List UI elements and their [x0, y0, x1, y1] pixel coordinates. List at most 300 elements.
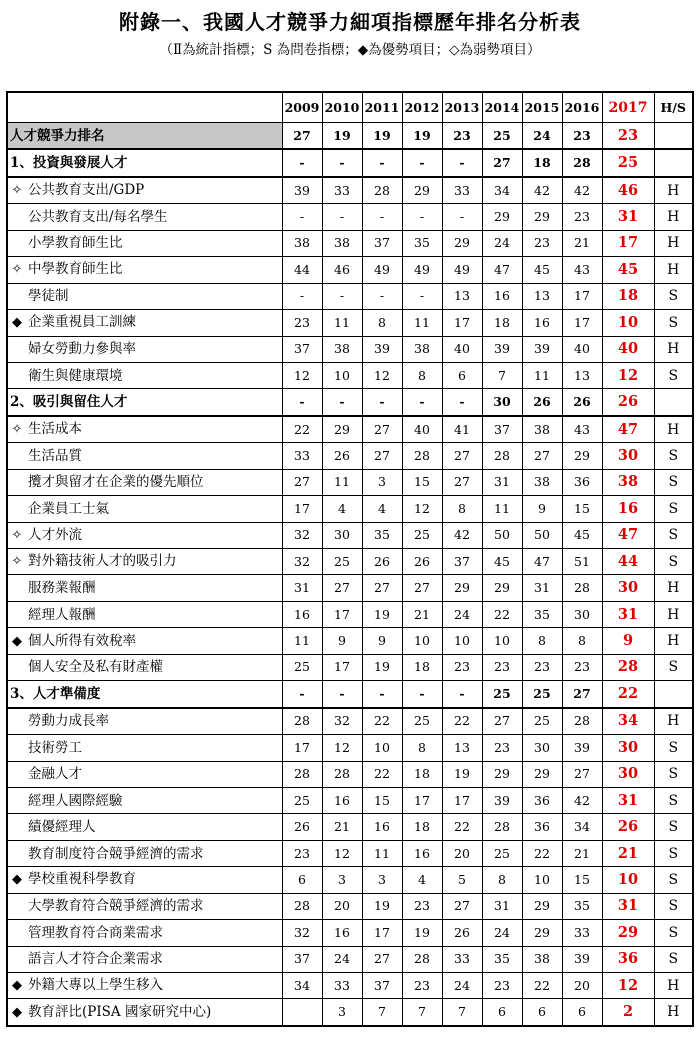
rank-cell: 39: [482, 787, 522, 813]
rank-cell: 28: [322, 761, 362, 787]
rank-cell: -: [362, 204, 402, 230]
header-cell: 2017: [602, 92, 654, 123]
rank-cell: 43: [562, 257, 602, 283]
rank-cell: 37: [282, 336, 322, 362]
rank-cell: 15: [562, 496, 602, 522]
rank-cell: 16: [362, 814, 402, 840]
rank-cell: 33: [442, 946, 482, 972]
table-row: [7, 735, 693, 761]
row-label-cell: [7, 973, 282, 999]
header-cell: 2014: [482, 92, 522, 123]
rank-cell: 7: [362, 999, 402, 1026]
rank-cell: 9: [322, 628, 362, 654]
row-label-cell: [7, 708, 282, 735]
table-row: [7, 310, 693, 336]
section-row: [7, 389, 693, 416]
rank-cell: 33: [442, 177, 482, 204]
table-row: [7, 761, 693, 787]
rank-cell: 12: [282, 362, 322, 388]
row-label-cell: [7, 149, 282, 176]
rank-cell: 33: [322, 177, 362, 204]
rank-cell: 37: [282, 946, 322, 972]
rank-cell: -: [322, 389, 362, 416]
rank-cell: 4: [362, 496, 402, 522]
rank-2017-cell: 47: [602, 416, 654, 443]
rank-cell: 25: [482, 123, 522, 150]
table-row: [7, 814, 693, 840]
row-label: 服務業報酬: [28, 580, 96, 597]
indicator-type-cell: S: [654, 735, 693, 761]
row-label: 學校重視科學教育: [28, 871, 136, 888]
rank-2017-cell: 18: [602, 283, 654, 309]
rank-cell: 37: [362, 973, 402, 999]
rank-cell: 16: [322, 787, 362, 813]
rank-2017-cell: 21: [602, 840, 654, 866]
rank-cell: 39: [362, 336, 402, 362]
rank-2017-cell: 30: [602, 735, 654, 761]
rank-cell: 4: [322, 496, 362, 522]
rank-cell: 27: [482, 149, 522, 176]
rank-cell: 18: [522, 149, 562, 176]
rank-cell: 25: [402, 708, 442, 735]
rank-2017-cell: 22: [602, 681, 654, 708]
indicator-type-cell: H: [654, 204, 693, 230]
strength-diamond-icon: ◆: [12, 315, 22, 331]
rank-cell: 15: [402, 469, 442, 495]
row-label-cell: [7, 601, 282, 627]
indicator-type-cell: H: [654, 601, 693, 627]
rank-cell: 50: [522, 522, 562, 548]
rank-cell: 33: [562, 920, 602, 946]
rank-cell: 27: [282, 469, 322, 495]
weakness-diamond-icon: ✧: [11, 183, 23, 199]
indicator-type-cell: H: [654, 708, 693, 735]
rank-cell: 23: [282, 310, 322, 336]
row-label-cell: [7, 257, 282, 283]
rank-cell: 18: [402, 654, 442, 680]
rank-cell: 31: [482, 469, 522, 495]
rank-cell: -: [282, 204, 322, 230]
rank-cell: 6: [442, 362, 482, 388]
rank-cell: 24: [442, 973, 482, 999]
row-label: 金融人才: [28, 766, 82, 783]
row-label-cell: [7, 893, 282, 919]
row-label: 技術勞工: [28, 739, 82, 756]
indicator-type-cell: [654, 149, 693, 176]
row-label: 人才外流: [28, 526, 82, 543]
row-label-cell: [7, 336, 282, 362]
row-label-cell: [7, 761, 282, 787]
row-label-cell: [7, 549, 282, 575]
rank-cell: 25: [522, 681, 562, 708]
rank-cell: 40: [402, 416, 442, 443]
row-label: 3、人才準備度: [10, 685, 101, 702]
rank-cell: 24: [442, 601, 482, 627]
rank-2017-cell: 10: [602, 867, 654, 893]
rank-cell: -: [442, 149, 482, 176]
row-label: 對外籍技術人才的吸引力: [28, 553, 177, 570]
rank-cell: 38: [522, 416, 562, 443]
rank-cell: 37: [442, 549, 482, 575]
header-cell: 2010: [322, 92, 362, 123]
rank-cell: 34: [282, 973, 322, 999]
row-label: 2、吸引與留住人才: [10, 394, 128, 411]
rank-cell: 35: [562, 893, 602, 919]
rank-cell: 22: [442, 814, 482, 840]
row-label: 個人安全及私有財產權: [28, 659, 163, 676]
rank-cell: 32: [322, 708, 362, 735]
row-label: 經理人國際經驗: [28, 792, 123, 809]
rank-cell: 28: [282, 761, 322, 787]
rank-cell: 11: [282, 628, 322, 654]
rank-cell: 37: [482, 416, 522, 443]
row-label-cell: [7, 522, 282, 548]
indicator-type-cell: H: [654, 416, 693, 443]
rank-cell: 19: [322, 123, 362, 150]
table-row: [7, 840, 693, 866]
rank-2017-cell: 30: [602, 575, 654, 601]
rank-cell: 33: [282, 443, 322, 469]
rank-cell: 12: [322, 840, 362, 866]
row-label-cell: [7, 469, 282, 495]
indicator-type-cell: H: [654, 336, 693, 362]
rank-cell: 11: [482, 496, 522, 522]
indicator-type-cell: H: [654, 230, 693, 256]
row-label-cell: [7, 654, 282, 680]
rank-cell: 21: [562, 840, 602, 866]
table-row: [7, 549, 693, 575]
rank-cell: -: [442, 681, 482, 708]
rank-cell: 10: [442, 628, 482, 654]
rank-cell: 28: [562, 708, 602, 735]
rank-cell: [282, 999, 322, 1026]
weakness-diamond-icon: ✧: [11, 527, 23, 543]
rank-cell: 18: [402, 814, 442, 840]
rank-cell: 8: [522, 628, 562, 654]
rank-cell: 50: [482, 522, 522, 548]
rank-cell: 6: [522, 999, 562, 1026]
rank-cell: 42: [562, 177, 602, 204]
rank-cell: 29: [402, 177, 442, 204]
rank-cell: 18: [402, 761, 442, 787]
indicator-type-cell: S: [654, 443, 693, 469]
strength-diamond-icon: ◆: [12, 872, 22, 888]
rank-cell: -: [402, 389, 442, 416]
rank-cell: 23: [482, 735, 522, 761]
rank-cell: 28: [282, 893, 322, 919]
rank-cell: -: [402, 204, 442, 230]
header-blank-cell: [7, 92, 282, 123]
rank-cell: 40: [442, 336, 482, 362]
row-label: 經理人報酬: [28, 606, 96, 623]
rank-cell: 29: [442, 230, 482, 256]
rank-2017-cell: 38: [602, 469, 654, 495]
rank-cell: 17: [562, 310, 602, 336]
rank-cell: 6: [282, 867, 322, 893]
rank-cell: 39: [282, 177, 322, 204]
row-label: 衛生與健康環境: [28, 367, 123, 384]
rank-cell: 9: [362, 628, 402, 654]
rank-cell: 21: [562, 230, 602, 256]
header-cell: 2012: [402, 92, 442, 123]
rank-cell: 18: [482, 310, 522, 336]
rank-cell: 17: [282, 496, 322, 522]
rank-cell: 26: [322, 443, 362, 469]
rank-cell: 10: [522, 867, 562, 893]
rank-cell: 3: [362, 867, 402, 893]
rank-cell: 28: [482, 443, 522, 469]
rank-cell: 28: [362, 177, 402, 204]
rank-cell: 43: [562, 416, 602, 443]
rank-cell: 10: [322, 362, 362, 388]
rank-cell: 29: [522, 761, 562, 787]
row-label-cell: [7, 362, 282, 388]
rank-cell: 26: [522, 389, 562, 416]
rank-2017-cell: 31: [602, 787, 654, 813]
rank-cell: 25: [282, 654, 322, 680]
rank-cell: -: [322, 149, 362, 176]
rank-cell: 27: [362, 575, 402, 601]
row-label: 教育制度符合競爭經濟的需求: [28, 845, 204, 862]
rank-cell: -: [442, 204, 482, 230]
table-row: [7, 283, 693, 309]
strength-diamond-icon: ◆: [12, 1004, 22, 1020]
rank-cell: 47: [522, 549, 562, 575]
table-row: [7, 654, 693, 680]
rank-2017-cell: 45: [602, 257, 654, 283]
rank-cell: 22: [442, 708, 482, 735]
rank-cell: 45: [562, 522, 602, 548]
rank-cell: 32: [282, 920, 322, 946]
rank-2017-cell: 31: [602, 204, 654, 230]
row-label-cell: [7, 177, 282, 204]
rank-cell: 19: [402, 920, 442, 946]
row-label-cell: [7, 283, 282, 309]
rank-cell: 9: [522, 496, 562, 522]
rank-cell: 8: [562, 628, 602, 654]
row-label: 企業員工士氣: [28, 500, 109, 517]
rank-cell: 29: [522, 920, 562, 946]
rank-cell: 32: [282, 549, 322, 575]
rank-cell: 17: [402, 787, 442, 813]
rank-cell: -: [362, 149, 402, 176]
page-title: 附錄一、我國人才競爭力細項指標歷年排名分析表: [119, 10, 581, 34]
rank-cell: 19: [362, 123, 402, 150]
rank-2017-cell: 31: [602, 893, 654, 919]
rank-cell: 13: [442, 735, 482, 761]
row-label: 管理教育符合商業需求: [28, 924, 163, 941]
table-body: [7, 92, 693, 1026]
rank-cell: 20: [442, 840, 482, 866]
rank-2017-cell: 17: [602, 230, 654, 256]
rank-2017-cell: 2: [602, 999, 654, 1026]
rank-cell: 15: [362, 787, 402, 813]
rank-cell: 51: [562, 549, 602, 575]
rank-cell: 28: [562, 575, 602, 601]
rank-cell: 16: [402, 840, 442, 866]
rank-cell: 17: [562, 283, 602, 309]
rank-cell: -: [402, 149, 442, 176]
rank-cell: 31: [482, 893, 522, 919]
rank-cell: 20: [562, 973, 602, 999]
table-row: [7, 204, 693, 230]
rank-cell: 23: [402, 973, 442, 999]
rank-cell: -: [282, 681, 322, 708]
rank-cell: 41: [442, 416, 482, 443]
rank-cell: 30: [482, 389, 522, 416]
header-cell: 2011: [362, 92, 402, 123]
rank-cell: 11: [402, 310, 442, 336]
rank-cell: 49: [362, 257, 402, 283]
rank-cell: 23: [282, 840, 322, 866]
rank-cell: 24: [322, 946, 362, 972]
indicator-type-cell: [654, 389, 693, 416]
row-label-cell: [7, 310, 282, 336]
rank-cell: 39: [562, 735, 602, 761]
strength-diamond-icon: ◆: [12, 633, 22, 649]
rank-cell: 16: [282, 601, 322, 627]
row-label: 語言人才符合企業需求: [28, 951, 163, 968]
row-label: 攬才與留才在企業的優先順位: [28, 474, 204, 491]
rank-cell: 13: [522, 283, 562, 309]
indicator-type-cell: S: [654, 496, 693, 522]
row-label-cell: [7, 946, 282, 972]
indicator-type-cell: S: [654, 761, 693, 787]
rank-cell: 17: [322, 654, 362, 680]
indicator-type-cell: S: [654, 946, 693, 972]
rank-cell: 35: [402, 230, 442, 256]
row-label-cell: [7, 814, 282, 840]
rank-2017-cell: 9: [602, 628, 654, 654]
rank-cell: 29: [562, 443, 602, 469]
rank-cell: 4: [402, 867, 442, 893]
rank-cell: 36: [522, 814, 562, 840]
rank-cell: 21: [322, 814, 362, 840]
rank-cell: 8: [362, 310, 402, 336]
rank-cell: 42: [442, 522, 482, 548]
row-label-cell: [7, 735, 282, 761]
overall-rank-row: [7, 123, 693, 150]
row-label: 生活成本: [28, 421, 82, 438]
row-label: 學徒制: [28, 288, 69, 305]
table-row: [7, 575, 693, 601]
row-label-cell: [7, 628, 282, 654]
indicator-type-cell: S: [654, 362, 693, 388]
rank-2017-cell: 26: [602, 814, 654, 840]
indicator-type-cell: [654, 681, 693, 708]
rank-cell: 27: [442, 893, 482, 919]
rank-cell: 12: [362, 362, 402, 388]
rank-cell: 17: [282, 735, 322, 761]
rank-cell: 36: [522, 787, 562, 813]
rank-cell: 8: [482, 867, 522, 893]
rank-cell: 25: [402, 522, 442, 548]
rank-cell: 8: [442, 496, 482, 522]
rank-cell: 37: [362, 230, 402, 256]
rank-cell: 24: [522, 123, 562, 150]
rank-cell: 23: [562, 204, 602, 230]
row-label-cell: [7, 389, 282, 416]
indicator-type-cell: H: [654, 973, 693, 999]
table-row: [7, 973, 693, 999]
rank-cell: 8: [402, 735, 442, 761]
rank-cell: 28: [402, 443, 442, 469]
rank-cell: 16: [522, 310, 562, 336]
rank-cell: 20: [322, 893, 362, 919]
row-label: 績優經理人: [28, 819, 96, 836]
rank-cell: 47: [482, 257, 522, 283]
rank-cell: 38: [322, 230, 362, 256]
row-label-cell: [7, 443, 282, 469]
rank-cell: 42: [562, 787, 602, 813]
rank-cell: 7: [442, 999, 482, 1026]
rank-cell: 22: [282, 416, 322, 443]
indicator-type-cell: H: [654, 575, 693, 601]
row-label-cell: [7, 999, 282, 1026]
rank-cell: 19: [362, 601, 402, 627]
rank-2017-cell: 30: [602, 761, 654, 787]
rank-cell: 3: [362, 469, 402, 495]
rank-cell: 12: [402, 496, 442, 522]
indicator-type-cell: S: [654, 867, 693, 893]
rank-cell: 29: [482, 204, 522, 230]
table-row: [7, 177, 693, 204]
rank-2017-cell: 36: [602, 946, 654, 972]
rank-cell: 45: [482, 549, 522, 575]
row-label: 生活品質: [28, 447, 82, 464]
indicator-type-cell: [654, 123, 693, 150]
row-label-cell: [7, 416, 282, 443]
weakness-diamond-icon: ✧: [11, 554, 23, 570]
rank-cell: 40: [562, 336, 602, 362]
table-row: [7, 443, 693, 469]
rank-cell: 13: [562, 362, 602, 388]
table-row: [7, 362, 693, 388]
header-cell: 2016: [562, 92, 602, 123]
table-row: [7, 230, 693, 256]
rank-cell: 31: [522, 575, 562, 601]
table-row: [7, 469, 693, 495]
rank-cell: 36: [562, 469, 602, 495]
rank-cell: 26: [562, 389, 602, 416]
rank-cell: -: [322, 681, 362, 708]
rank-2017-cell: 16: [602, 496, 654, 522]
rank-cell: 23: [402, 893, 442, 919]
table-row: [7, 999, 693, 1026]
rank-cell: 23: [482, 654, 522, 680]
row-label-cell: [7, 204, 282, 230]
rank-cell: -: [282, 389, 322, 416]
rank-cell: 38: [402, 336, 442, 362]
rank-cell: 11: [362, 840, 402, 866]
row-label: 勞動力成長率: [28, 713, 109, 730]
section-row: [7, 681, 693, 708]
rank-cell: 11: [322, 469, 362, 495]
rank-cell: 22: [522, 840, 562, 866]
rank-cell: 23: [562, 123, 602, 150]
rank-cell: -: [402, 681, 442, 708]
rank-cell: 3: [322, 999, 362, 1026]
header-row: [7, 92, 693, 123]
rank-cell: 38: [282, 230, 322, 256]
rank-2017-cell: 30: [602, 443, 654, 469]
rank-cell: 25: [482, 681, 522, 708]
table-row: [7, 708, 693, 735]
rank-cell: 30: [562, 601, 602, 627]
row-label: 1、投資與發展人才: [10, 155, 128, 172]
table-row: [7, 946, 693, 972]
header-cell: 2015: [522, 92, 562, 123]
